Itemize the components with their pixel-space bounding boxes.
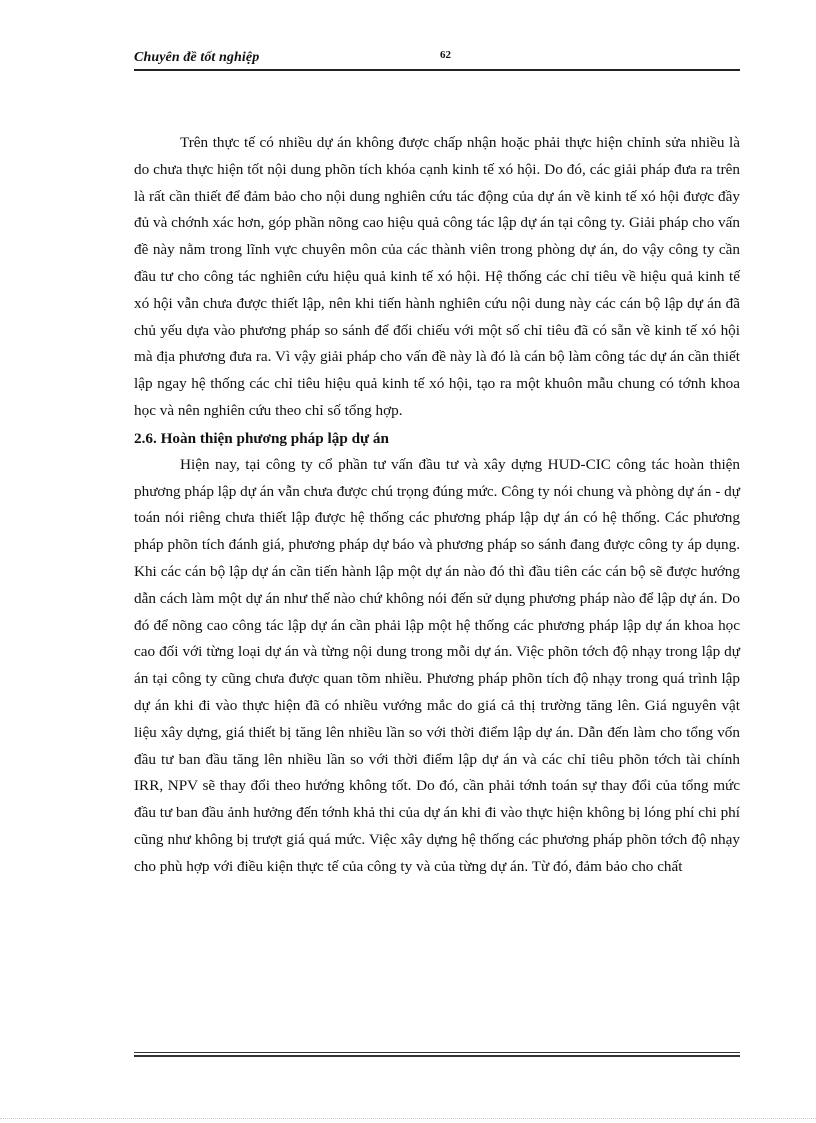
footer-rule-bottom	[134, 1055, 740, 1057]
section-heading: 2.6. Hoàn thiện phương pháp lập dự án	[134, 429, 389, 447]
document-body	[134, 130, 740, 881]
page-number: 62	[440, 49, 451, 61]
header-title: Chuyên đề tốt nghiệp	[134, 50, 260, 65]
footer-rule-top	[134, 1052, 740, 1053]
paragraph-2: Hiện nay, tại công ty cổ phần tư vấn đầu tư và xây dựng HUD-CIC công tác hoàn thiện phương pháp lập dự án vẫn chưa được chú trọng đúng mức. Công ty nói chung và phòng dự án - dự toán nói riêng chưa thiết lập được hệ thống các phương pháp lập dự án có hệ thống. Các phương pháp phõn tích đánh giá, phương pháp dự báo và phương pháp so sánh đang được công ty áp dụng. Khi các cán bộ lập dự án cần tiến hành lập một dự án nào đó thì đầu tiên các cán bộ sẽ được hướng dẫn cách làm một dự án như thế nào chứ không nói đến sử dụng phương pháp nào để lập dự án. Do đó để nõng cao công tác lập dự án cần phải lập một hệ thống các phương pháp lập dự án khoa học cao đối với từng loại dự án và từng nội dung trong mỗi dự án. Việc phõn tớch độ nhạy trong lập dự án tại công ty cũng chưa được quan tõm nhiều. Phương pháp phõn tích độ nhạy trong quá trình lập dự án khi đi vào thực hiện đã có nhiều vướng mắc do giá cả thị trường tăng lên. Giá nguyên vật liệu xây dựng, giá thiết bị tăng lên nhiều lần so với thời điểm lập dự án. Dẫn đến làm cho tổng vốn đầu tư ban đầu tăng lên nhiều lần so với thời điểm lập dự án và các chỉ tiêu phõn tớch tài chính IRR, NPV sẽ thay đổi theo hướng không tốt. Do đó, cần phải tớnh toán sự thay đổi của tổng mức đầu tư ban đầu ảnh hưởng đến tớnh khả thi của dự án khi đi vào thực hiện không bị lóng phí chi phí cũng như không bị trượt giá quá mức. Việc xây dựng hệ thống các phương pháp phõn tớch độ nhạy cho phù hợp với điều kiện thực tế của công ty và của từng dự án. Từ đó, đảm bảo cho chất	[134, 455, 740, 875]
page-header	[134, 47, 740, 71]
paragraph-1: Trên thực tế có nhiều dự án không được chấp nhận hoặc phải thực hiện chỉnh sửa nhiều là do chưa thực hiện tốt nội dung phõn tích khóa cạnh kinh tế xó hội. Do đó, các giải pháp đưa ra trên là rất cần thiết để đảm bảo cho nội dung nghiên cứu tác động của dự án về kinh tế xó hội được đầy đủ và chớnh xác hơn, góp phần nõng cao hiệu quả công tác lập dự án tại công ty. Giải pháp cho vấn đề này nằm trong lĩnh vực chuyên môn của các thành viên trong phòng dự án, do vậy công ty cần đầu tư cho công tác nghiên cứu hiệu quả kinh tế xó hội. Hệ thống các chỉ tiêu về hiệu quả kinh tế xó hội vẫn chưa được thiết lập, nên khi tiến hành nghiên cứu nội dung này các cán bộ lập dự án đã chủ yếu dựa vào phương pháp so sánh để đối chiếu với một số chỉ tiêu đã có sẵn về kinh tế xó hội mà địa phương đưa ra. Vì vậy giải pháp cho vấn đề này là đó là cán bộ làm công tác dự án cần thiết lập ngay hệ thống các chỉ tiêu hiệu quả kinh tế xó hội, tạo ra một khuôn mẫu chung có tớnh khoa học và nên nghiên cứu theo chỉ số tổng hợp.	[134, 134, 740, 419]
page-edge	[0, 1118, 816, 1119]
